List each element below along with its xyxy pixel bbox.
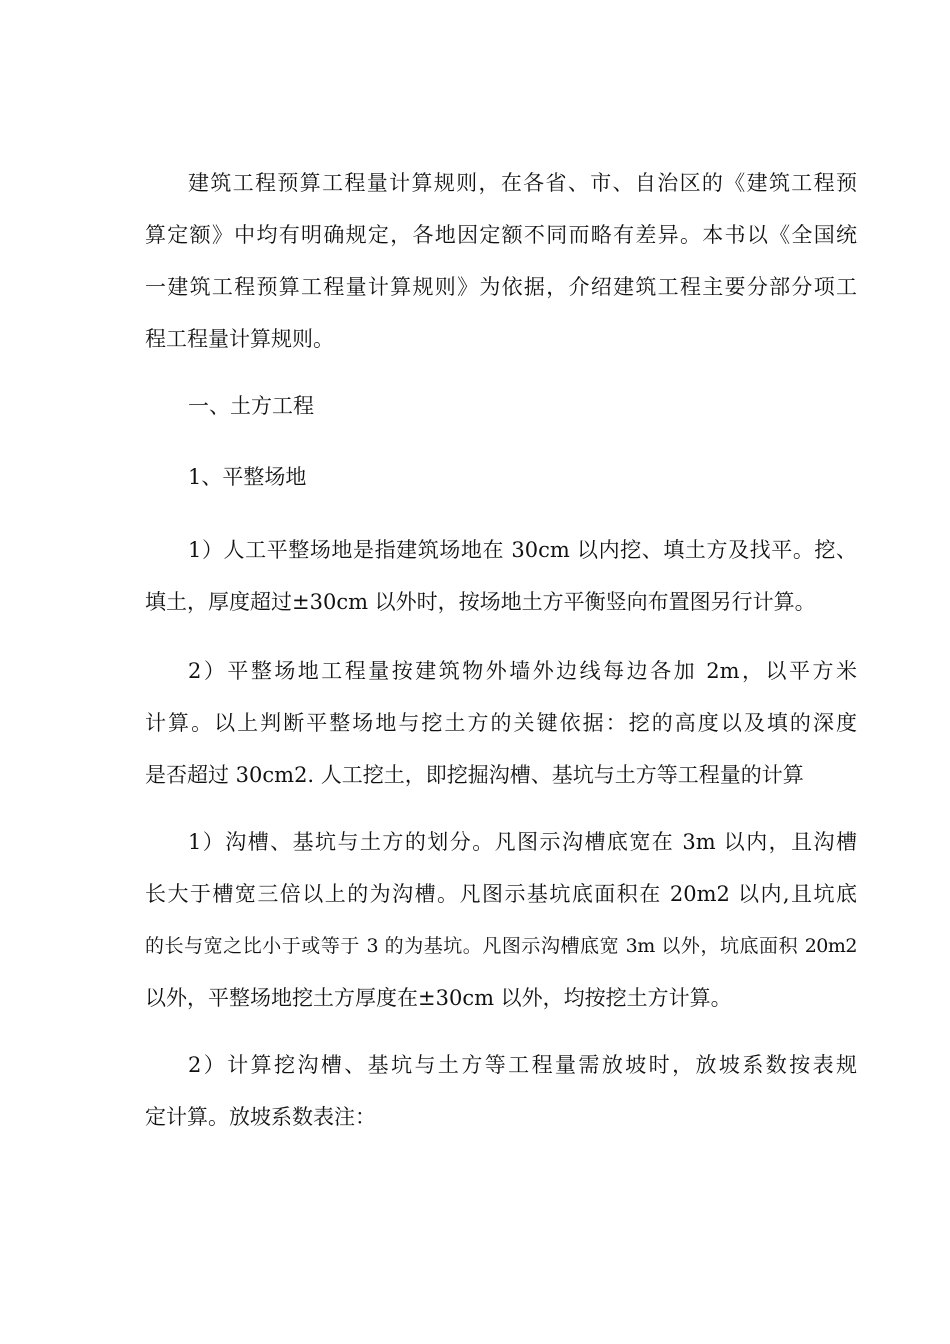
- intro-paragraph: [145, 157, 857, 365]
- paragraph-line: 算定额》中均有明确规定，各地因定额不同而略有差异。本书以《全国统: [145, 223, 857, 247]
- paragraph-line: 2）计算挖沟槽、基坑与土方等工程量需放坡时，放坡系数按表规: [188, 1053, 857, 1077]
- paragraph-line: 定计算。放坡系数表注：: [145, 1105, 376, 1129]
- paragraph-line: 的长与宽之比小于或等于 3 的为基坑。凡图示沟槽底宽 3m 以外，坑底面积 20m2: [145, 935, 857, 957]
- paragraph-1: [145, 524, 857, 628]
- paragraph-line: 1）人工平整场地是指建筑场地在 30cm 以内挖、填土方及找平。挖、: [188, 538, 857, 562]
- paragraph-3: [145, 816, 857, 1024]
- subsection-title: 1、平整场地: [188, 465, 307, 489]
- section-title: 一、土方工程: [188, 394, 314, 418]
- paragraph-line: 是否超过 30cm2. 人工挖土，即挖掘沟槽、基坑与土方等工程量的计算: [145, 763, 804, 787]
- paragraph-line: 1）沟槽、基坑与土方的划分。凡图示沟槽底宽在 3m 以内，且沟槽: [188, 830, 857, 854]
- paragraph-line: 2）平整场地工程量按建筑物外墙外边线每边各加 2m，以平方米: [188, 659, 857, 683]
- paragraph-line: 长大于槽宽三倍以上的为沟槽。凡图示基坑底面积在 20m2 以内,且坑底: [145, 882, 857, 906]
- paragraph-line: 填土，厚度超过±30cm 以外时，按场地土方平衡竖向布置图另行计算。: [145, 590, 816, 614]
- paragraph-line: 一建筑工程预算工程量计算规则》为依据，介绍建筑工程主要分部分项工: [145, 275, 857, 299]
- paragraph-line: 建筑工程预算工程量计算规则，在各省、市、自治区的《建筑工程预: [188, 171, 857, 195]
- paragraph-4: [145, 1039, 857, 1143]
- paragraph-line: 以外，平整场地挖土方厚度在±30cm 以外，均按挖土方计算。: [145, 986, 732, 1010]
- paragraph-line: 计算。以上判断平整场地与挖土方的关键依据：挖的高度以及填的深度: [145, 711, 857, 735]
- paragraph-2: [145, 645, 857, 801]
- paragraph-line: 程工程量计算规则。: [145, 327, 334, 351]
